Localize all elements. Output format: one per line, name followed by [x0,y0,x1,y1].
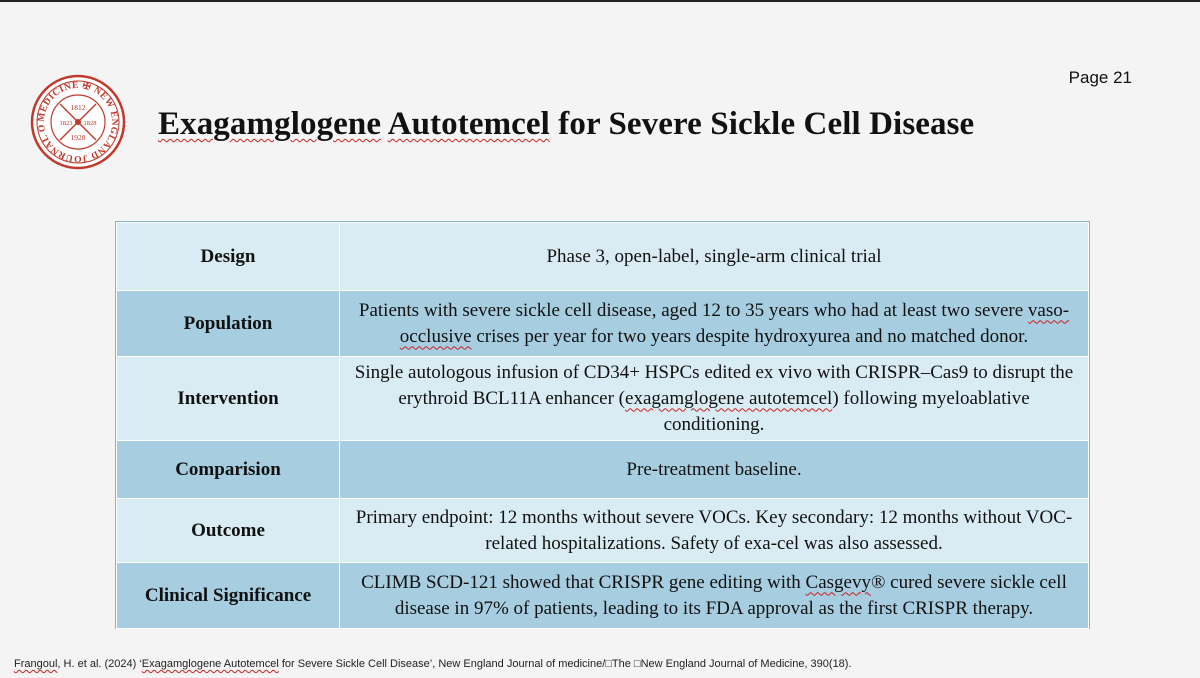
table-row [117,357,1089,441]
citation: Frangoul, H. et al. (2024) ‘Exagamglogene Autotemcel for Severe Sickle Cell Disease’, New England Journal of medicine/□The □New England Journal of Medicine, 390(18). [14,658,852,670]
table-row [117,441,1089,499]
title-rest: for Severe Sickle Cell Disease [558,106,975,142]
row-label-population: Population [117,291,340,357]
title-word-1: Exagamglogene [158,106,382,142]
row-value-clinical-significance: CLIMB SCD-121 showed that CRISPR gene editing with Casgevy® cured severe sickle cell disease in 97% of patients, leading to its FDA approval as the first CRISPR therapy. [340,563,1089,629]
row-label-design: Design [117,223,340,291]
row-label-intervention: Intervention [117,357,340,441]
title-word-2: Autotemcel [387,106,550,142]
row-value-outcome: Primary endpoint: 12 months without severe VOCs. Key secondary: 12 months without VOC-related hospitalizations. Safety of exa-cel was also assessed. [340,499,1089,563]
svg-text:1928: 1928 [70,133,86,142]
row-value-intervention: Single autologous infusion of CD34+ HSPCs edited ex vivo with CRISPR–Cas9 to disrupt the erythroid BCL11A enhancer (exagamglogene autotemcel) following myeloablative conditioning. [340,357,1089,441]
slide-title [158,106,974,143]
row-label-comparision: Comparision [117,441,340,499]
row-label-clinical-significance: Clinical Significance [117,563,340,629]
row-label-outcome: Outcome [117,499,340,563]
nejm-seal-icon [30,74,126,170]
row-value-population: Patients with severe sickle cell disease, aged 12 to 35 years who had at least two severe vaso-occlusive crises per year for two years despite hydroxyurea and no matched donor. [340,291,1089,357]
svg-text:MEDICINE ✠ NEW ENGLAND JOURNAL: MEDICINE ✠ NEW ENGLAND JOURNAL O [36,80,120,164]
svg-text:1823: 1823 [59,120,73,127]
svg-text:1828: 1828 [83,120,97,127]
slide [0,2,1200,678]
table-row [117,563,1089,629]
table-row [117,223,1089,291]
summary-table [115,221,1090,629]
table-row [117,291,1089,357]
row-value-design: Phase 3, open-label, single-arm clinical trial [340,223,1089,291]
svg-text:1812: 1812 [70,103,86,112]
row-value-comparision: Pre-treatment baseline. [340,441,1089,499]
page-number: Page 21 [1068,68,1132,87]
table-row [117,499,1089,563]
